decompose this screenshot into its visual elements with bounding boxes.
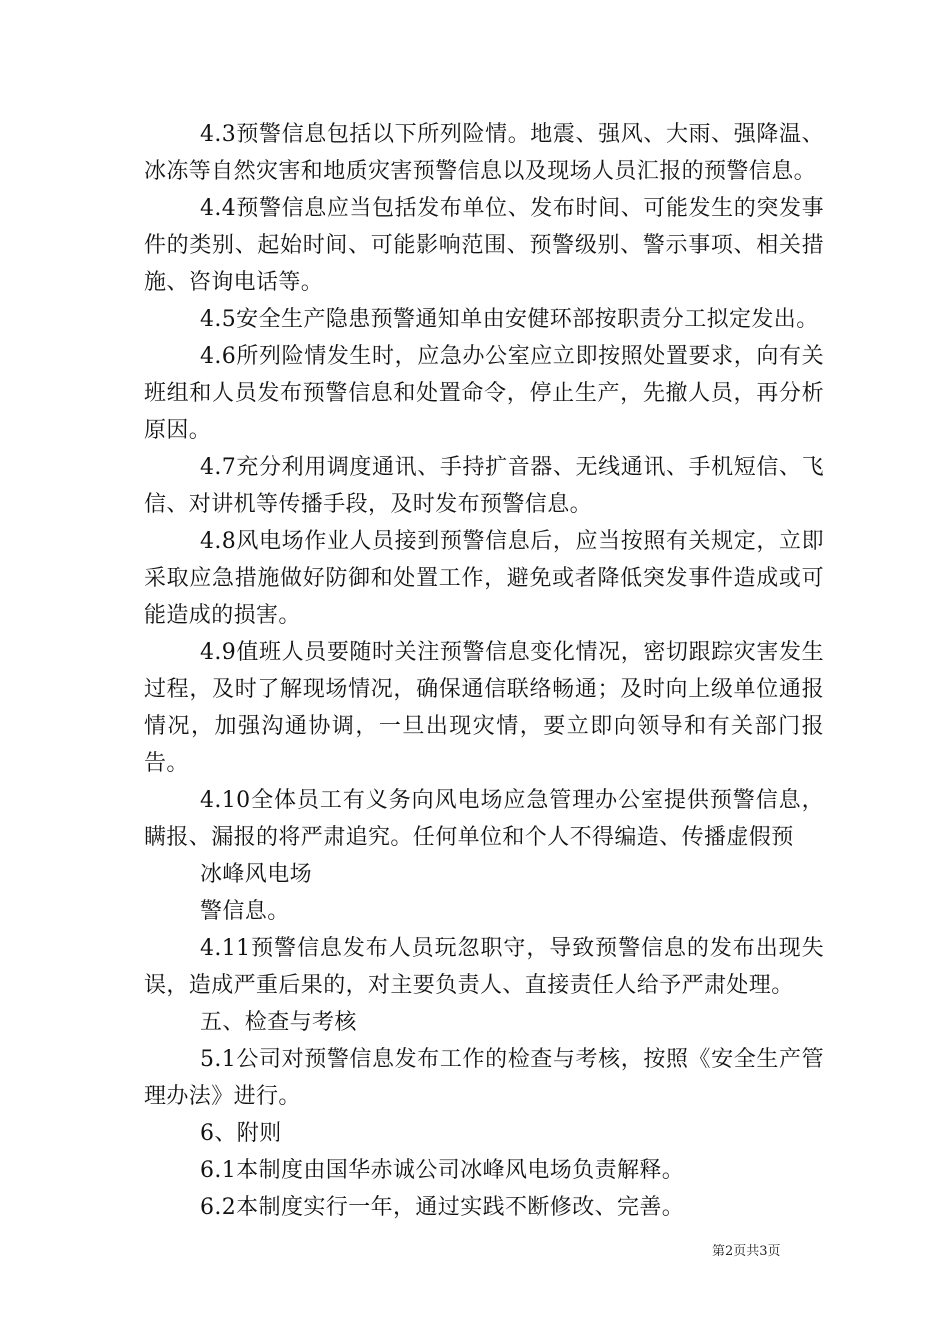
section-heading-appendix: 6、附则: [200, 1121, 282, 1146]
org-name: 冰峰风电场: [200, 862, 313, 887]
document-body: [144, 116, 824, 1226]
paragraph-4-10-continuation: 警信息。: [200, 899, 290, 924]
paragraph-4-3: 4.3预警信息包括以下所列险情。地震、强风、大雨、强降温、冰冻等自然灾害和地质灾害预警信息以及现场人员汇报的预警信息。: [144, 122, 824, 184]
paragraph-6-1: 6.1本制度由国华赤诚公司冰峰风电场负责解释。: [200, 1158, 685, 1183]
page-footer: 第2页共3页: [712, 1244, 781, 1259]
section-heading-inspection: 五、检查与考核: [200, 1010, 357, 1035]
paragraph-6-2: 6.2本制度实行一年，通过实践不断修改、完善。: [200, 1195, 685, 1220]
paragraph-4-8: 4.8风电场作业人员接到预警信息后，应当按照有关规定，立即采取应急措施做好防御和处置工作，避免或者降低突发事件造成或可能造成的损害。: [144, 529, 824, 628]
paragraph-5-1: 5.1公司对预警信息发布工作的检查与考核，按照《安全生产管理办法》进行。: [144, 1047, 824, 1109]
paragraph-4-5: 4.5安全生产隐患预警通知单由安健环部按职责分工拟定发出。: [200, 307, 819, 332]
paragraph-4-9: 4.9值班人员要随时关注预警信息变化情况，密切跟踪灾害发生过程，及时了解现场情况，确保通信联络畅通；及时向上级单位通报情况，加强沟通协调，一旦出现灾情，要立即向领导和有关部门报告。: [144, 640, 824, 776]
paragraph-4-4: 4.4预警信息应当包括发布单位、发布时间、可能发生的突发事件的类别、起始时间、可能影响范围、预警级别、警示事项、相关措施、咨询电话等。: [144, 196, 824, 295]
paragraph-4-6: 4.6所列险情发生时，应急办公室应立即按照处置要求，向有关班组和人员发布预警信息和处置命令，停止生产，先撤人员，再分析原因。: [144, 344, 824, 443]
paragraph-4-11: 4.11预警信息发布人员玩忽职守，导致预警信息的发布出现失误，造成严重后果的，对主要负责人、直接责任人给予严肃处理。: [144, 936, 824, 998]
paragraph-4-10: 4.10全体员工有义务向风电场应急管理办公室提供预警信息，瞒报、漏报的将严肃追究。任何单位和个人不得编造、传播虚假预: [144, 788, 824, 850]
paragraph-4-7: 4.7充分利用调度通讯、手持扩音器、无线通讯、手机短信、飞信、对讲机等传播手段，及时发布预警信息。: [144, 455, 824, 517]
